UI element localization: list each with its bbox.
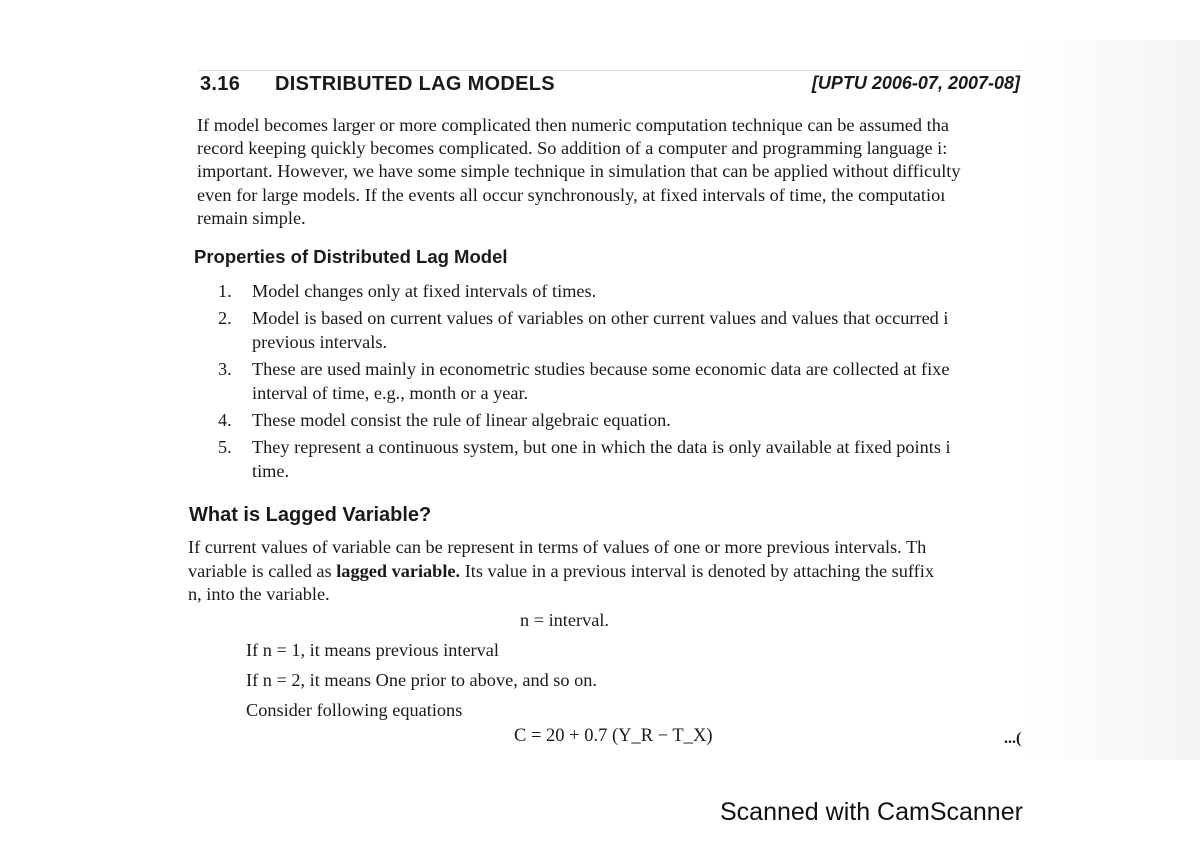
section-reference: [UPTU 2006-07, 2007-08]	[811, 73, 1020, 93]
list-item-number: 2.	[218, 308, 232, 329]
section-number: 3.16	[200, 73, 241, 95]
intro-line: important. However, we have some simple technique in simulation that can be applied without difficulty	[197, 161, 961, 182]
list-item	[212, 307, 1032, 354]
list-item-number: 5.	[218, 437, 232, 458]
interval-definition: n = interval.	[520, 610, 609, 630]
lagged-line: If current values of variable can be represent in terms of values of one or more previous intervals. Th	[188, 537, 927, 557]
consumption-equation: C = 20 + 0.7 (Y_R − T_X)	[514, 726, 713, 746]
scan-shadow	[1022, 40, 1200, 760]
consider-line: Consider following equations	[246, 700, 463, 720]
list-item-number: 4.	[218, 410, 232, 431]
equation-number: ...(	[1004, 730, 1022, 747]
list-item	[212, 280, 1032, 303]
properties-list	[212, 280, 1032, 487]
list-item-text: Model changes only at fixed intervals of times.	[252, 281, 597, 301]
list-item-text: They represent a continuous system, but one in which the data is only available at fixed points i	[252, 437, 951, 458]
lagged-line: variable is called as lagged variable. Its value in a previous interval is denoted by attaching the suffix	[188, 560, 934, 581]
list-item-number: 3.	[218, 359, 232, 380]
intro-line: record keeping quickly becomes complicated. So addition of a computer and programming language i:	[197, 138, 948, 159]
list-item-text: These model consist the rule of linear algebraic equation.	[252, 410, 671, 431]
lagged-variable-heading: What is Lagged Variable?	[189, 504, 432, 526]
list-item	[212, 436, 1032, 483]
list-item-text: These are used mainly in econometric studies because some economic data are collected at fixe	[252, 359, 950, 380]
condition-line: If n = 2, it means One prior to above, and so on.	[246, 670, 597, 690]
condition-line: If n = 1, it means previous interval	[246, 640, 499, 660]
intro-line: even for large models. If the events all occur synchronously, at fixed intervals of time, the computatioı	[197, 184, 946, 205]
list-item-text: previous intervals.	[252, 331, 388, 352]
lagged-paragraph	[188, 536, 1028, 607]
lagged-line: n, into the variable.	[188, 584, 330, 605]
lagged-term: lagged variable.	[336, 560, 461, 581]
list-item-text: time.	[252, 460, 290, 481]
properties-heading: Properties of Distributed Lag Model	[194, 246, 508, 267]
section-title: DISTRIBUTED LAG MODELS	[275, 73, 555, 95]
intro-line: remain simple.	[197, 207, 306, 228]
list-item	[212, 358, 1032, 405]
section-header	[198, 70, 1022, 101]
intro-line: If model becomes larger or more complicated then numeric computation technique can be assumed tha	[197, 115, 949, 135]
list-item	[212, 409, 1032, 432]
list-item-text: interval of time, e.g., month or a year.	[252, 382, 529, 403]
camscanner-watermark: Scanned with CamScanner	[720, 798, 1023, 826]
list-item-text: Model is based on current values of variables on other current values and values that occurred i	[252, 308, 949, 329]
intro-paragraph	[197, 114, 1027, 230]
list-item-number: 1.	[218, 281, 232, 301]
